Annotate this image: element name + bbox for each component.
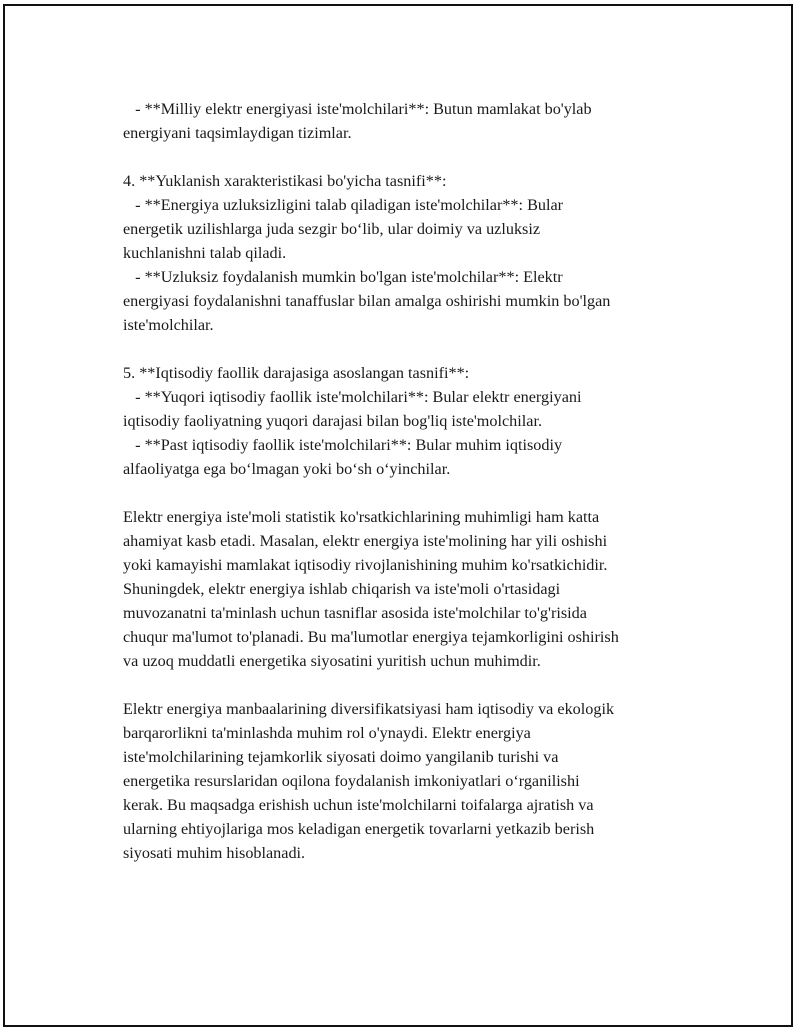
text-line: energetika resurslaridan oqilona foydalanish imkoniyatlari o‘rganilishi xyxy=(123,772,580,790)
list-heading: 5. **Iqtisodiy faollik darajasiga asoslangan tasnifi**: xyxy=(123,364,470,382)
text-line: iqtisodiy faoliyatning yuqori darajasi bilan bog'liq iste'molchilar. xyxy=(123,412,542,430)
text-line: - **Uzluksiz foydalanish mumkin bo'lgan iste'molchilar**: Elektr xyxy=(123,268,563,286)
text-line: - **Milliy elektr energiyasi iste'molchilari**: Butun mamlakat bo'ylab xyxy=(123,100,592,118)
paragraph-gap xyxy=(123,481,693,505)
text-line: Elektr energiya manbaalarining diversifikatsiyasi ham iqtisodiy va ekologik xyxy=(123,700,615,718)
text-line: chuqur ma'lumot to'planadi. Bu ma'lumotlar energiya tejamkorligini oshirish xyxy=(123,628,619,646)
text-line: energiyani taqsimlaydigan tizimlar. xyxy=(123,124,352,142)
text-line: iste'molchilar. xyxy=(123,316,214,334)
text-line: muvozanatni ta'minlash uchun tasniflar asosida iste'molchilar to'g'risida xyxy=(123,604,587,622)
text-line: energiyasi foydalanishni tanaffuslar bilan amalga oshirishi mumkin bo'lgan xyxy=(123,292,611,310)
paragraph-gap xyxy=(123,673,693,697)
text-line: - **Past iqtisodiy faollik iste'molchilari**: Bular muhim iqtisodiy xyxy=(123,436,563,454)
text-line: ahamiyat kasb etadi. Masalan, elektr energiya iste'molining har yili oshishi xyxy=(123,532,608,550)
text-line: - **Energiya uzluksizligini talab qiladigan iste'molchilar**: Bular xyxy=(123,196,564,214)
text-line: barqarorlikni ta'minlashda muhim rol o'ynaydi. Elektr energiya xyxy=(123,724,531,742)
text-line: Shuningdek, elektr energiya ishlab chiqarish va iste'moli o'rtasidagi xyxy=(123,580,561,598)
text-line: alfaoliyatga ega bo‘lmagan yoki bo‘sh o‘yinchilar. xyxy=(123,460,451,478)
text-line: - **Yuqori iqtisodiy faollik iste'molchilari**: Bular elektr energiyani xyxy=(123,388,582,406)
text-line: ularning ehtiyojlariga mos keladigan energetik tovarlarni yetkazib berish xyxy=(123,820,595,838)
document-body xyxy=(123,97,693,865)
list-item-economic-activity xyxy=(123,361,693,481)
paragraph-gap xyxy=(123,145,693,169)
text-line: kuchlanishni talab qiladi. xyxy=(123,244,287,262)
text-line: Elektr energiya iste'moli statistik ko'rsatkichlarining muhimligi ham katta xyxy=(123,508,600,526)
page-frame xyxy=(3,4,793,1027)
text-line: yoki kamayishi mamlakat iqtisodiy rivojlanishining muhim ko'rsatkichidir. xyxy=(123,556,608,574)
text-line: kerak. Bu maqsadga erishish uchun iste'molchilarni toifalarga ajratish va xyxy=(123,796,594,814)
paragraph-gap xyxy=(123,337,693,361)
list-continuation-national-consumers xyxy=(123,97,693,145)
paragraph-statistics xyxy=(123,505,693,673)
text-line: energetik uzilishlarga juda sezgir bo‘lib, ular doimiy va uzluksiz xyxy=(123,220,541,238)
text-line: iste'molchilarining tejamkorlik siyosati doimo yangilanib turishi va xyxy=(123,748,559,766)
list-heading: 4. **Yuklanish xarakteristikasi bo'yicha tasnifi**: xyxy=(123,172,447,190)
paragraph-diversification xyxy=(123,697,693,865)
text-line: siyosati muhim hisoblanadi. xyxy=(123,844,306,862)
text-line: va uzoq muddatli energetika siyosatini yuritish uchun muhimdir. xyxy=(123,652,541,670)
list-item-load-characteristics xyxy=(123,169,693,337)
